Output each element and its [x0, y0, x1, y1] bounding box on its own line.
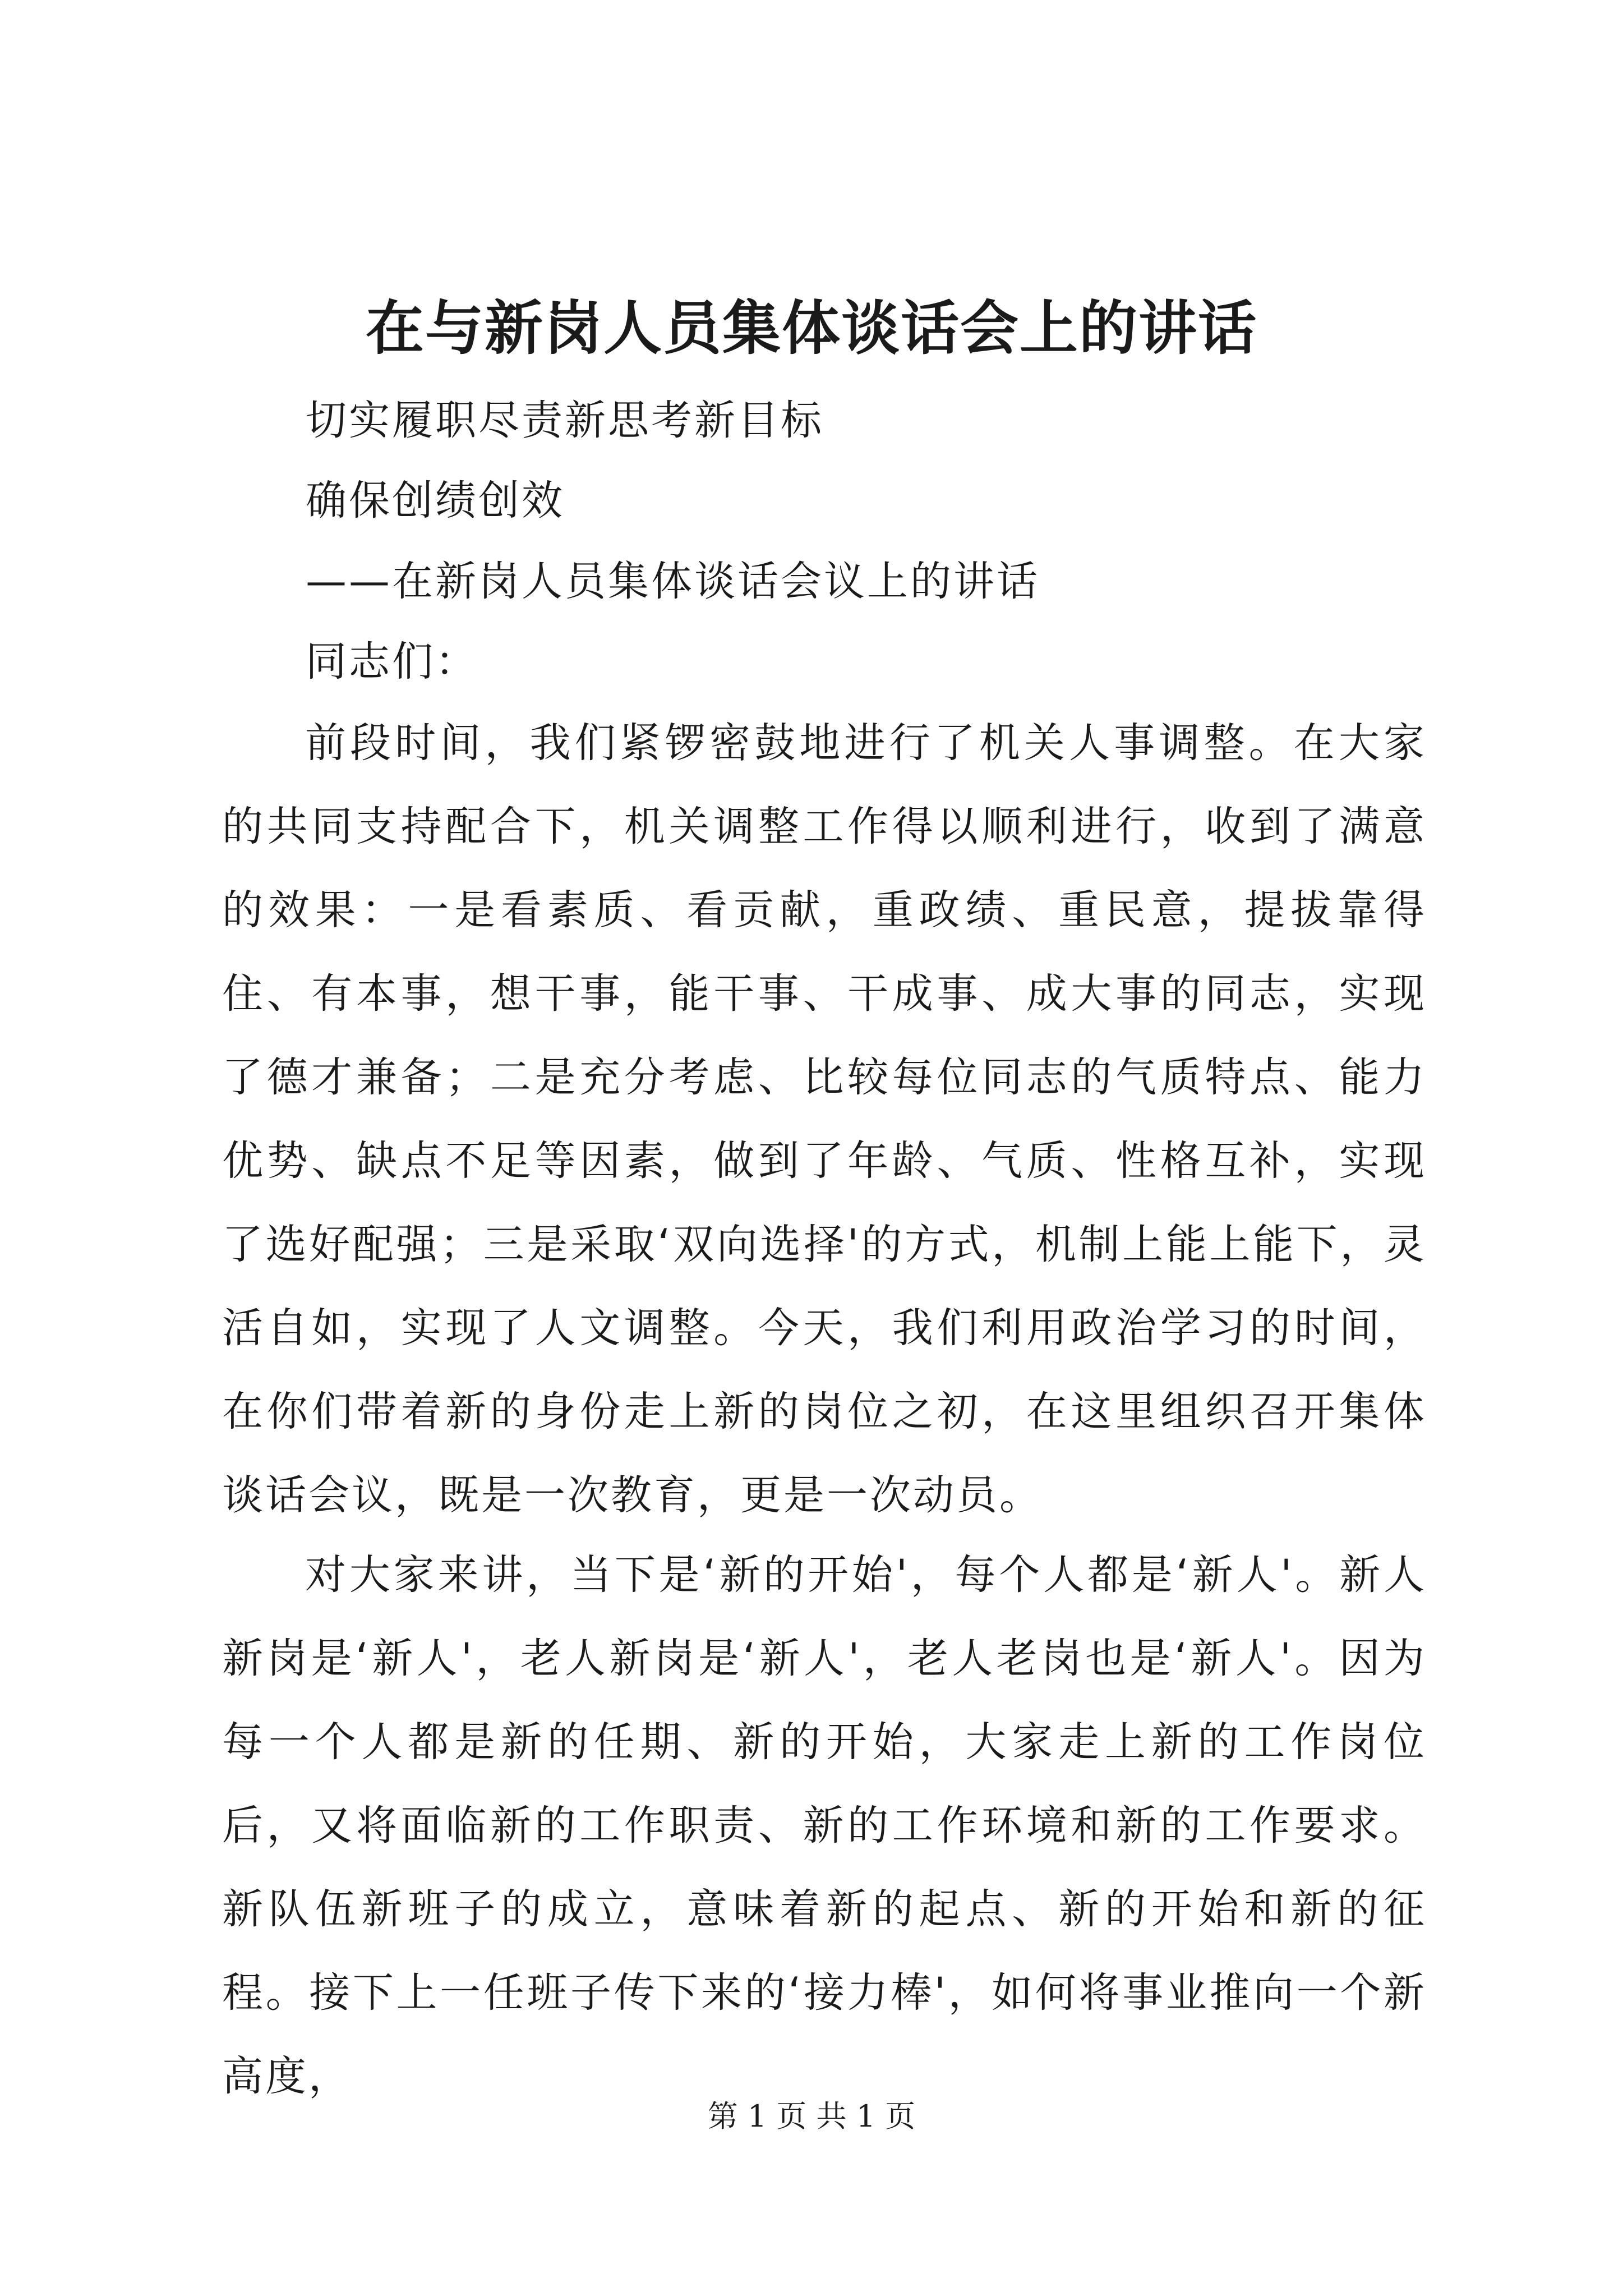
subtitle-line-3: ——在新岗人员集体谈话会议上的讲话: [306, 558, 1040, 605]
paragraph-1: 前段时间，我们紧锣密鼓地进行了机关人事调整。在大家的共同支持配合下，机关调整工作得以顺利进行，收到了满意的效果：一是看素质、看贡献，重政绩、重民意，提拔靠得住、有本事，想干事，能干事、干成事、成大事的同志，实现了德才兼备；二是充分考虑、比较每位同志的气质特点、能力优势、缺点不足等因素，做到了年龄、气质、性格互补，实现了选好配强；三是采取‘双向选择'的方式，机制上能上能下，灵活自如，实现了人文调整。今天，我们利用政治学习的时间，在你们带着新的身份走上新的岗位之初，在这里组织召开集体谈话会议，既是一次教育，更是一次动员。: [222, 719, 1427, 1519]
page-footer: 第 1 页 共 1 页: [707, 2099, 916, 2134]
salutation: 同志们：: [306, 638, 478, 685]
subtitle-line-1: 切实履职尽责新思考新目标: [306, 397, 824, 444]
subtitle-line-2: 确保创绩创效: [306, 477, 565, 524]
paragraph-2: 对大家来讲，当下是‘新的开始'，每个人都是‘新人'。新人新岗是‘新人'，老人新岗是‘新人'，老人老岗也是‘新人'。因为每一个人都是新的任期、新的开始，大家走上新的工作岗位后，又将面临新的工作职责、新的工作环境和新的工作要求。新队伍新班子的成立，意味着新的起点、新的开始和新的征程。接下上一任班子传下来的‘接力棒'，如何将事业推向一个新高度，: [222, 1551, 1427, 2100]
document-title: 在与新岗人员集体谈话会上的讲话: [365, 293, 1257, 362]
